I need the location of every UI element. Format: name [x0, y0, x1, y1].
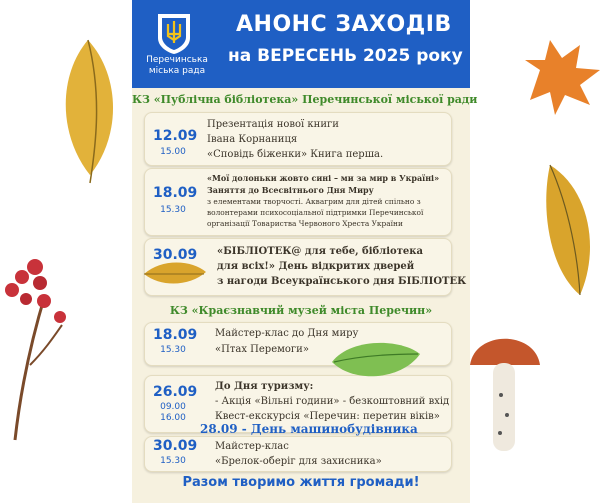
- event-card: [144, 112, 452, 166]
- green-leaf-icon: [330, 336, 422, 386]
- event-date: 30.09: [153, 438, 198, 454]
- mushroom-icon: [465, 325, 545, 455]
- event-time: 15.30: [160, 456, 186, 466]
- event-line: Заняття до Всесвітнього Дня Миру: [207, 185, 374, 195]
- event-time: 15.00: [160, 147, 186, 157]
- org-museum: КЗ «Краєзнавчий музей міста Перечин»: [169, 304, 433, 317]
- event-date: 26.09: [153, 384, 198, 400]
- coat-of-arms-icon: [154, 10, 194, 54]
- slogan: Разом творимо життя громади!: [182, 475, 420, 490]
- event-date: 12.09: [153, 128, 198, 144]
- event-time: 15.30: [160, 345, 186, 355]
- council-name: Перечинська міська рада: [146, 55, 208, 76]
- event-line: - Акція «Вільні години» - безкоштовний вхід: [215, 396, 450, 407]
- event-date: 18.09: [153, 185, 198, 201]
- event-title: «Мої долоньки жовто сині – ми за мир в Україні»: [207, 173, 440, 183]
- autumn-leaf-icon: [540, 160, 600, 300]
- announcement-poster: [132, 0, 478, 503]
- org-library: КЗ «Публічна бібліотека» Перечинської міської ради: [132, 93, 478, 106]
- event-line: для всіх!» День відкритих дверей: [217, 261, 415, 272]
- event-time: 15.30: [160, 205, 186, 215]
- event-title: «БІБЛІОТЕК@ для тебе, бібліотека: [217, 246, 423, 257]
- event-title: Презентація нової книги: [207, 119, 339, 130]
- event-line: «Сповідь біженки» Книга перша.: [207, 149, 384, 160]
- event-line: з елементами творчості. Аквагрим для дітей спільно з: [207, 197, 421, 206]
- event-line: «Брелок-оберіг для захисника»: [215, 456, 382, 467]
- event-title: До Дня туризму:: [215, 381, 314, 392]
- engineer-day-note: 28.09 - День машинобудівника: [200, 422, 418, 436]
- autumn-leaf-icon: [50, 35, 130, 185]
- event-title: Майстер-клас до Дня миру: [215, 328, 359, 339]
- event-line: організації Товариства Червоного Хреста України: [207, 219, 403, 228]
- event-line: Квест-екскурсія «Перечин: перетин віків»: [215, 411, 440, 422]
- event-line: Івана Корнаниця: [207, 134, 298, 145]
- maple-leaf-icon: [510, 30, 600, 125]
- event-line: волонтерами психосоціальної підтримки Перечинської: [207, 208, 424, 217]
- event-date: 30.09: [153, 247, 198, 263]
- event-card: [144, 436, 452, 472]
- rowan-berries-icon: [0, 255, 80, 445]
- autumn-leaf-icon: [142, 258, 208, 288]
- event-title: Майстер-клас: [215, 441, 289, 452]
- event-line: з нагоди Всеукраїнського дня БІБЛІОТЕК: [217, 276, 467, 287]
- poster-header: [132, 0, 470, 88]
- page-title: АНОНС ЗАХОДІВ: [236, 12, 452, 37]
- page-subtitle: на ВЕРЕСЕНЬ 2025 року: [228, 46, 463, 66]
- event-card: [144, 168, 452, 236]
- event-line: «Птах Перемоги»: [215, 344, 309, 355]
- event-time: 09.00 16.00: [160, 402, 186, 423]
- event-date: 18.09: [153, 327, 198, 343]
